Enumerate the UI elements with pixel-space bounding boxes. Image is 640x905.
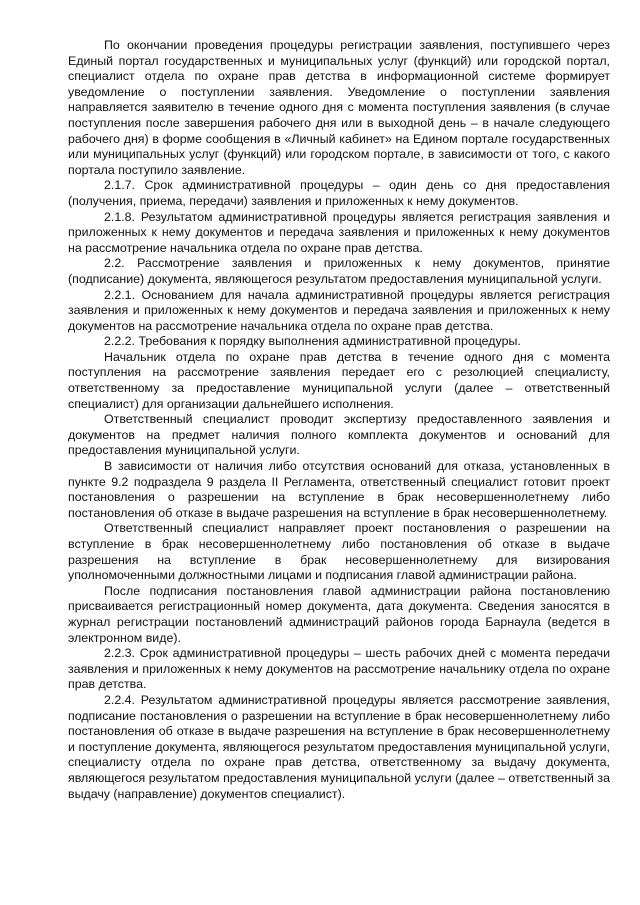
paragraph-2-2: 2.2. Рассмотрение заявления и приложенных к нему документов, принятие (подписание) документа, являющегося результатом предоставления муниципальной услуги. [68,256,610,286]
paragraph-2-2-3: 2.2.3. Срок административной процедуры – шесть рабочих дней с момента передачи заявления и приложенных к нему документов на рассмотрение начальнику отдела по охране прав детства. [68,646,610,692]
paragraph-head-review: Начальник отдела по охране прав детства в течение одного дня с момента поступления на рассмотрение заявления передает его с резолюцией специалисту, ответственному за предоставление муниципальной услуги (далее – ответственный специалист) для организации дальнейшего исполнения. [68,349,610,411]
paragraph-2-1-7: 2.1.7. Срок административной процедуры – один день со дня предоставления (получения, приема, передачи) заявления и приложенных к нему документов. [68,178,610,208]
paragraph-2-2-1: 2.2.1. Основанием для начала административной процедуры является регистрация заявления и приложенных к нему документов и передача заявления и приложенных к нему документов на рассмотрение начальника отдела по охране прав детства. [68,287,610,333]
paragraph-2-2-2: 2.2.2. Требования к порядку выполнения административной процедуры. [104,334,521,349]
document-page [68,38,610,802]
paragraph-2-2-4: 2.2.4. Результатом административной процедуры является рассмотрение заявления, подписание постановления о разрешении на вступление в брак несовершеннолетнему либо постановления об отказе в выдаче разрешения на вступление в брак несовершеннолетнему и поступление документа, являющегося результатом предоставления муниципальной услуги, специалисту отдела по охране прав детства, ответственному за выдачу документа, являющегося результатом предоставления муниципальной услуги (далее – ответственный за выдачу (направление) документов специалист). [68,692,610,801]
paragraph-draft-resolution: В зависимости от наличия либо отсутствия оснований для отказа, установленных в пункте 9.2 подраздела 9 раздела II Регламента, ответственный специалист готовит проект постановления о разрешении на вступление в брак несовершеннолетнему либо постановления об отказе в выдаче разрешения на вступление в брак несовершеннолетнему. [68,459,610,520]
paragraph-expertise: Ответственный специалист проводит экспертизу предоставленного заявления и документов на предмет наличия полного комплекта документов и оснований для предоставления муниципальной услуги. [68,412,610,458]
paragraph-approval: Ответственный специалист направляет проект постановления о разрешении на вступление в брак несовершеннолетнему либо постановления об отказе в выдаче разрешения на вступление в брак несовершеннолетнему для визирования уполномоченными должностными лицами и подписания главой администрации района. [68,521,610,583]
paragraph-portal-notification: По окончании проведения процедуры регистрации заявления, поступившего через Единый портал государственных и муниципальных услуг (функций) или городской портал, специалист отдела по охране прав детства в информационной системе формирует уведомление о поступлении заявления. Уведомление о поступлении заявления направляется заявителю в течение одного дня с момента поступления заявления (в случае поступления после завершения рабочего дня или в выходной день – в начале следующего рабочего дня) в форме сообщения в «Личный кабинет» на Едином портале государственных или муниципальных услуг (функций) или городском портале, в зависимости от того, с какого портала поступило заявление. [68,38,610,177]
paragraph-2-1-8: 2.1.8. Результатом административной процедуры является регистрация заявления и приложенных к нему документов и передача заявления и приложенных к нему документов на рассмотрение начальника отдела по охране прав детства. [68,209,610,255]
paragraph-registration-number: После подписания постановления главой администрации района постановлению присваивается регистрационный номер документа, дата документа. Сведения заносятся в журнал регистрации постановлений администраций районов города Барнаула (ведется в электронном виде). [68,583,610,645]
